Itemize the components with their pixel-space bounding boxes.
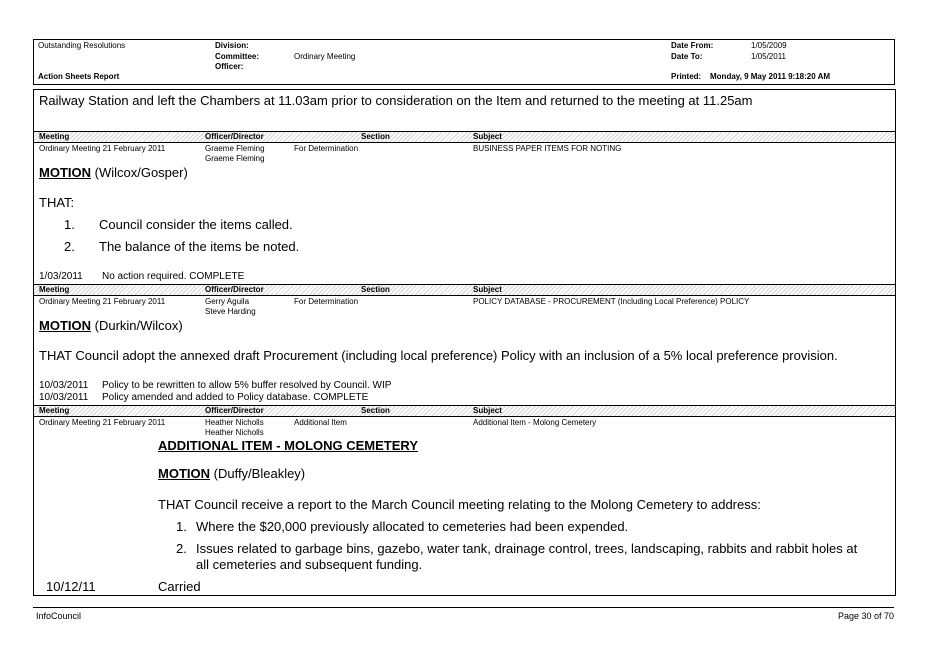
point-num: 2. bbox=[176, 541, 187, 556]
point-text-continued: all cemeteries and subsequent funding. bbox=[196, 557, 423, 572]
printed-label: Printed: bbox=[671, 72, 702, 81]
item-officer: Gerry Aguila bbox=[205, 297, 250, 306]
date-to-label: Date To: bbox=[671, 52, 703, 61]
point-num: 1. bbox=[64, 217, 75, 232]
item-officer: Graeme Fleming bbox=[205, 144, 265, 153]
point-num: 2. bbox=[64, 239, 75, 254]
col-subject: Subject bbox=[473, 285, 502, 294]
intro-text: Railway Station and left the Chambers at 11.03am prior to consideration on the Item and returned to the meeting at 11.25am bbox=[39, 93, 753, 108]
item-meeting: Ordinary Meeting 21 February 2011 bbox=[39, 418, 166, 427]
footer-system: InfoCouncil bbox=[36, 611, 82, 621]
date-to-value: 1/05/2011 bbox=[751, 52, 786, 61]
resolutions-content bbox=[33, 89, 896, 596]
col-officer: Officer/Director bbox=[205, 406, 264, 415]
item-section: For Determination bbox=[294, 144, 359, 153]
committee-label: Committee: bbox=[215, 52, 260, 61]
item-officer-2: Steve Harding bbox=[205, 307, 256, 316]
motion-movers: (Duffy/Bleakley) bbox=[213, 466, 306, 481]
date-from-label: Date From: bbox=[671, 41, 714, 50]
point-num: 1. bbox=[176, 519, 187, 534]
col-subject: Subject bbox=[473, 132, 502, 141]
motion-line bbox=[39, 318, 183, 333]
item-officer: Heather Nicholls bbox=[205, 418, 264, 427]
action-date: 10/03/2011 bbox=[39, 380, 89, 391]
result-date: 10/12/11 bbox=[46, 579, 96, 594]
action-text: Policy to be rewritten to allow 5% buffer resolved by Council. WIP bbox=[102, 380, 392, 391]
column-header bbox=[34, 284, 895, 296]
officer-label: Officer: bbox=[215, 62, 244, 71]
motion-line bbox=[158, 466, 305, 481]
column-header bbox=[34, 131, 895, 143]
item-subject: Additional Item - Molong Cemetery bbox=[473, 418, 597, 427]
item-officer-2: Graeme Fleming bbox=[205, 154, 265, 163]
committee-value: Ordinary Meeting bbox=[294, 52, 356, 61]
col-meeting: Meeting bbox=[39, 406, 70, 415]
point-text: Issues related to garbage bins, gazebo, water tank, drainage control, trees, landscaping, rabbits and rabbit holes at bbox=[196, 541, 858, 556]
motion-label: MOTION bbox=[39, 318, 91, 333]
action-date: 1/03/2011 bbox=[39, 271, 83, 282]
item-heading: ADDITIONAL ITEM - MOLONG CEMETERY bbox=[158, 438, 418, 453]
item-section: For Determination bbox=[294, 297, 359, 306]
printed-value: Monday, 9 May 2011 9:18:20 AM bbox=[710, 72, 831, 81]
col-officer: Officer/Director bbox=[205, 285, 264, 294]
point-text: Where the $20,000 previously allocated to cemeteries had been expended. bbox=[196, 519, 629, 534]
that-text: THAT: bbox=[39, 195, 75, 210]
motion-label: MOTION bbox=[39, 165, 91, 180]
resolution-text: THAT Council receive a report to the March Council meeting relating to the Molong Cemetery to address: bbox=[158, 497, 761, 512]
motion-movers: (Durkin/Wilcox) bbox=[94, 318, 183, 333]
report-type: Action Sheets Report bbox=[38, 72, 120, 81]
resolution-text: THAT Council adopt the annexed draft Procurement (including local preference) Policy with an inclusion of a 5% local preference provision. bbox=[39, 348, 838, 363]
date-from-value: 1/05/2009 bbox=[751, 41, 787, 50]
col-officer: Officer/Director bbox=[205, 132, 264, 141]
col-subject: Subject bbox=[473, 406, 502, 415]
report-name: Outstanding Resolutions bbox=[38, 41, 126, 50]
col-meeting: Meeting bbox=[39, 285, 70, 294]
footer-page-number: Page 30 of 70 bbox=[838, 611, 895, 621]
point-text: The balance of the items be noted. bbox=[99, 239, 300, 254]
item-meeting: Ordinary Meeting 21 February 2011 bbox=[39, 144, 166, 153]
footer-divider bbox=[33, 607, 894, 608]
result-text: Carried bbox=[158, 579, 201, 594]
item-meeting: Ordinary Meeting 21 February 2011 bbox=[39, 297, 166, 306]
column-header bbox=[34, 405, 895, 417]
col-meeting: Meeting bbox=[39, 132, 70, 141]
item-section: Additional Item bbox=[294, 418, 347, 427]
report-header bbox=[33, 39, 895, 85]
action-text: Policy amended and added to Policy database. COMPLETE bbox=[102, 392, 369, 403]
item-subject: BUSINESS PAPER ITEMS FOR NOTING bbox=[473, 144, 622, 153]
col-section: Section bbox=[361, 285, 390, 294]
motion-line bbox=[39, 165, 188, 180]
item-subject: POLICY DATABASE - PROCUREMENT (Including Local Preference) POLICY bbox=[473, 297, 750, 306]
motion-label: MOTION bbox=[158, 466, 210, 481]
col-section: Section bbox=[361, 406, 390, 415]
motion-movers: (Wilcox/Gosper) bbox=[94, 165, 188, 180]
col-section: Section bbox=[361, 132, 390, 141]
division-label: Division: bbox=[215, 41, 249, 50]
action-date: 10/03/2011 bbox=[39, 392, 89, 403]
action-text: No action required. COMPLETE bbox=[102, 271, 245, 282]
point-text: Council consider the items called. bbox=[99, 217, 293, 232]
item-officer-2: Heather Nicholls bbox=[205, 428, 264, 437]
